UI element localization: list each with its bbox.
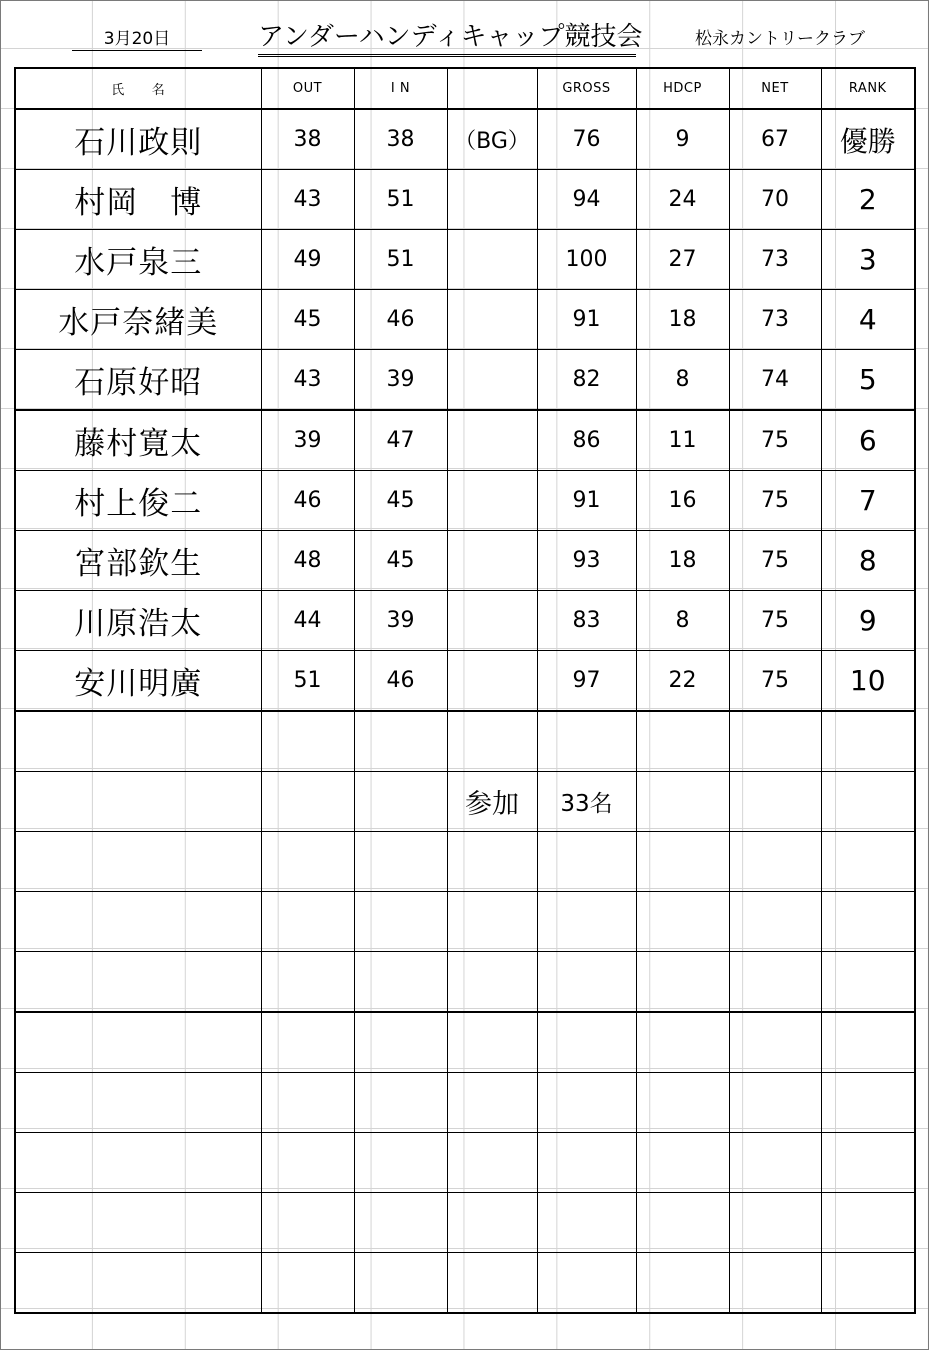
table-row [15,109,915,170]
rank-value: 6 [821,410,915,471]
gross-score: 82 [537,350,636,411]
table-row [15,170,915,230]
in-score: 46 [354,290,447,350]
note-cell [447,591,537,651]
col-header-hdcp: HDCP [636,68,729,109]
net-score: 75 [729,651,821,712]
empty-row [15,1193,915,1253]
club-name: 松永カントリークラブ [695,29,865,49]
in-score: 39 [354,591,447,651]
rank-value: 7 [821,471,915,531]
col-header-rank: RANK [821,68,915,109]
player-name: 水戸奈緒美 [15,290,261,350]
in-score: 45 [354,531,447,591]
in-score: 47 [354,410,447,471]
player-name: 石原好昭 [15,350,261,411]
out-score: 43 [261,170,354,230]
net-score: 75 [729,531,821,591]
hdcp-value: 11 [636,410,729,471]
note-cell [447,170,537,230]
hdcp-value: 18 [636,531,729,591]
player-name: 宮部欽生 [15,531,261,591]
out-score: 48 [261,531,354,591]
gross-score: 91 [537,471,636,531]
gross-score: 86 [537,410,636,471]
empty-row [15,711,915,772]
note-cell [447,350,537,411]
rank-value: 10 [821,651,915,712]
gross-score: 83 [537,591,636,651]
empty-row [15,1073,915,1133]
rank-value: 9 [821,591,915,651]
net-score: 67 [729,109,821,170]
col-header-net: NET [729,68,821,109]
player-name: 石川政則 [15,109,261,170]
net-score: 70 [729,170,821,230]
participants-count: 33名 [537,772,636,832]
rank-value: 優勝 [821,109,915,170]
note-cell [447,471,537,531]
rank-value: 8 [821,531,915,591]
in-score: 45 [354,471,447,531]
results-table [14,67,916,1314]
table-row [15,531,915,591]
out-score: 39 [261,410,354,471]
hdcp-value: 22 [636,651,729,712]
gross-score: 100 [537,230,636,290]
hdcp-value: 16 [636,471,729,531]
note-cell [447,651,537,712]
header-row [15,68,915,109]
table-row [15,651,915,712]
in-score: 46 [354,651,447,712]
col-header-out: OUT [261,68,354,109]
player-name: 水戸泉三 [15,230,261,290]
table-row [15,591,915,651]
empty-row [15,952,915,1013]
out-score: 45 [261,290,354,350]
note-cell [447,410,537,471]
note-cell [447,230,537,290]
hdcp-value: 27 [636,230,729,290]
hdcp-value: 8 [636,591,729,651]
out-score: 44 [261,591,354,651]
col-header-name: 氏 名 [15,68,261,109]
rank-value: 5 [821,350,915,411]
out-score: 38 [261,109,354,170]
participants-label: 参加 [447,772,537,832]
gross-score: 91 [537,290,636,350]
empty-row [15,1012,915,1073]
empty-row [15,1253,915,1314]
net-score: 75 [729,591,821,651]
hdcp-value: 9 [636,109,729,170]
out-score: 49 [261,230,354,290]
hdcp-value: 8 [636,350,729,411]
note-cell [447,531,537,591]
hdcp-value: 18 [636,290,729,350]
gross-score: 93 [537,531,636,591]
player-name: 安川明廣 [15,651,261,712]
page-title: アンダーハンディキャップ競技会 [258,16,636,57]
gross-score: 76 [537,109,636,170]
note-cell: （BG） [447,109,537,170]
in-score: 51 [354,170,447,230]
empty-row [15,832,915,892]
net-score: 75 [729,410,821,471]
out-score: 51 [261,651,354,712]
net-score: 73 [729,230,821,290]
net-score: 75 [729,471,821,531]
net-score: 74 [729,350,821,411]
out-score: 46 [261,471,354,531]
in-score: 39 [354,350,447,411]
in-score: 38 [354,109,447,170]
rank-value: 2 [821,170,915,230]
table-row [15,410,915,471]
table-row [15,471,915,531]
in-score: 51 [354,230,447,290]
empty-row [15,1133,915,1193]
table-row [15,290,915,350]
out-score: 43 [261,350,354,411]
empty-row [15,892,915,952]
player-name: 藤村寛太 [15,410,261,471]
player-name: 村上俊二 [15,471,261,531]
gross-score: 97 [537,651,636,712]
rank-value: 4 [821,290,915,350]
col-header-note [447,68,537,109]
col-header-gross: GROSS [537,68,636,109]
gross-score: 94 [537,170,636,230]
hdcp-value: 24 [636,170,729,230]
col-header-in: I N [354,68,447,109]
net-score: 73 [729,290,821,350]
table-row [15,230,915,290]
participants-row [15,772,915,832]
rank-value: 3 [821,230,915,290]
note-cell [447,290,537,350]
player-name: 村岡 博 [15,170,261,230]
table-row [15,350,915,411]
event-date: 3月20日 [72,24,202,51]
player-name: 川原浩太 [15,591,261,651]
